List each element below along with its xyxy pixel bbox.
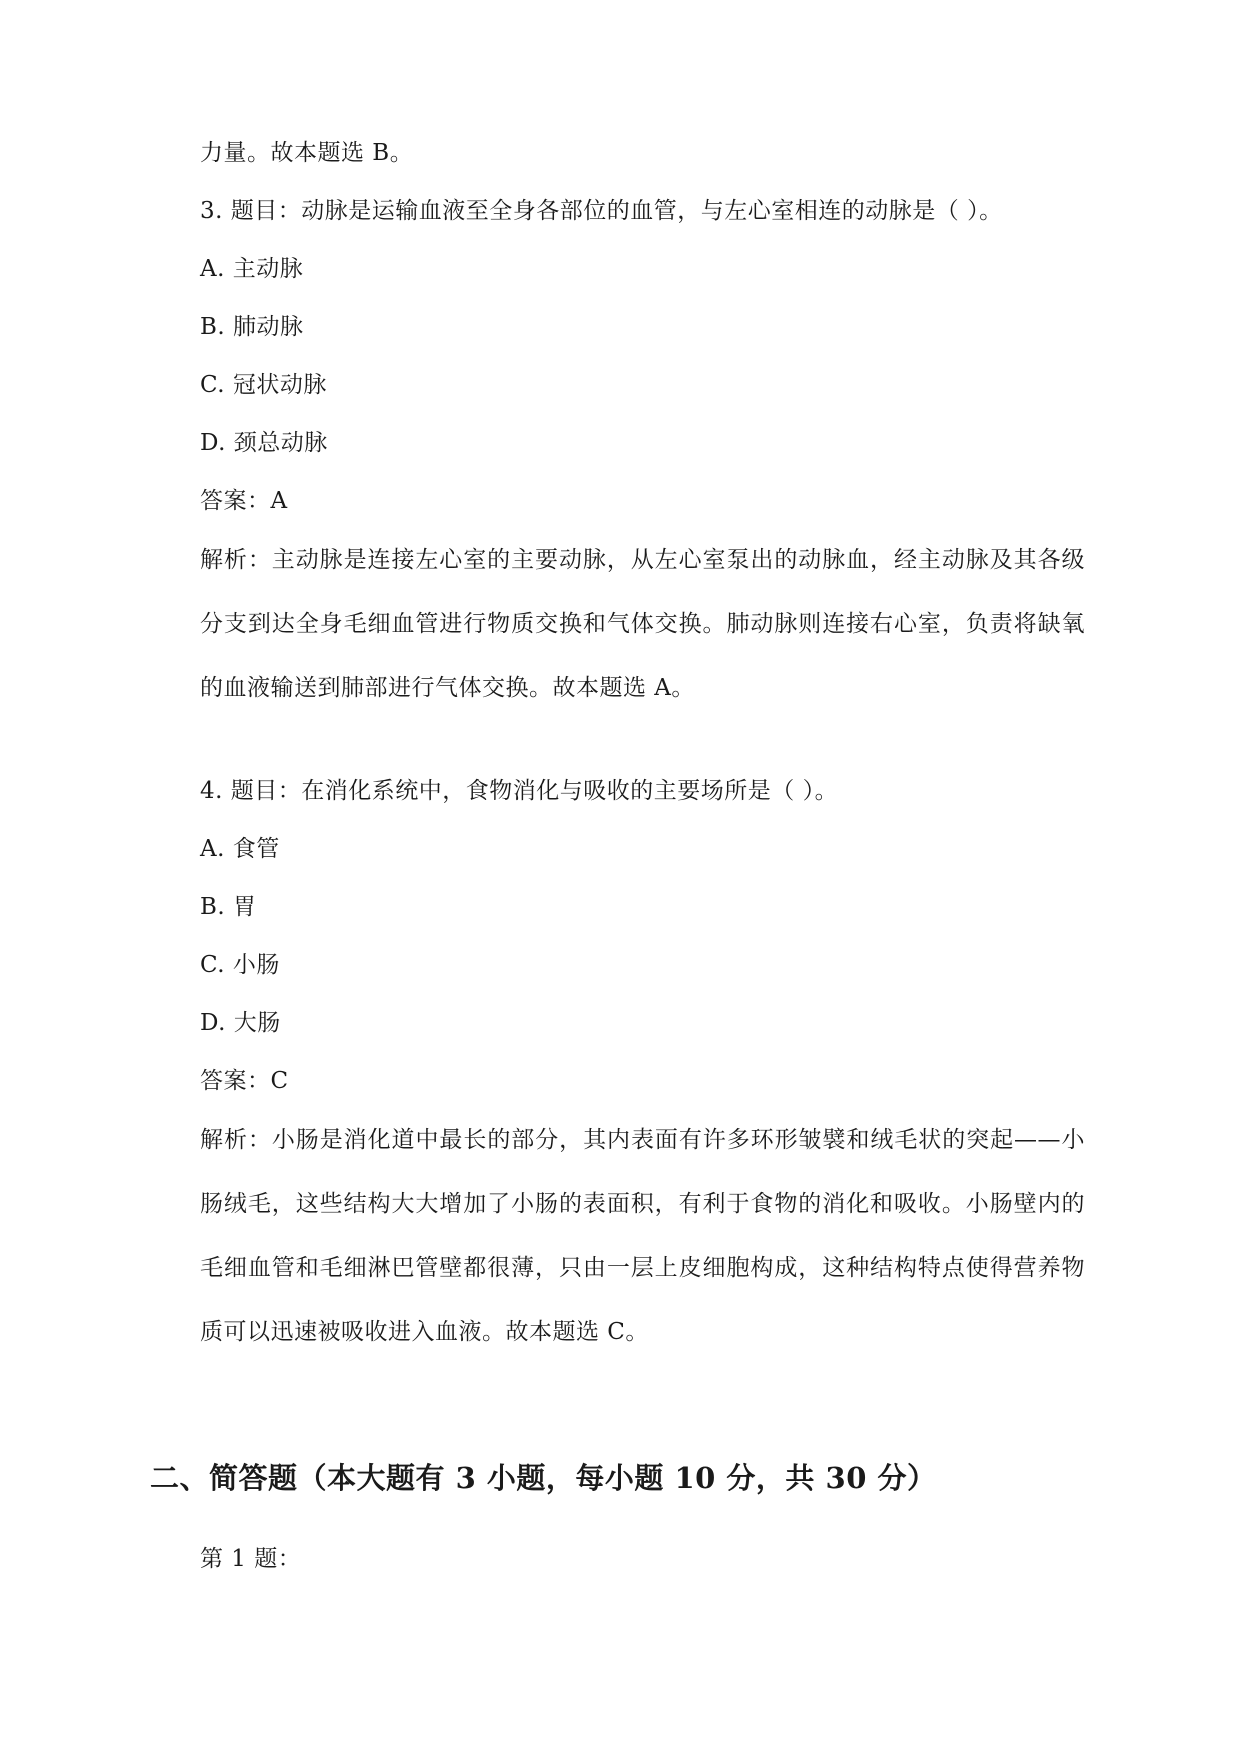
- carryover-text: 力量。故本题选 B。: [200, 140, 414, 166]
- q3-option-d: D. 颈总动脉: [200, 430, 328, 456]
- q3-analysis: 解析：主动脉是连接左心室的主要动脉，从左心室泵出的动脉血，经主动脉及其各级分支到达全身毛细血管进行物质交换和气体交换。肺动脉则连接右心室，负责将缺氧的血液输送到肺部进行气体交换。故本题选 A。: [200, 547, 1085, 701]
- section-heading: 二、简答题（本大题有 3 小题，每小题 10 分，共 30 分）: [150, 1461, 937, 1495]
- section-first-item: 第 1 题：: [200, 1546, 302, 1572]
- q3-stem: 3. 题目：动脉是运输血液至全身各部位的血管，与左心室相连的动脉是（ ）。: [200, 198, 1003, 224]
- q4-option-b: B. 胃: [200, 894, 257, 920]
- q3-option-a: A. 主动脉: [200, 256, 304, 282]
- q4-option-a: A. 食管: [200, 836, 280, 862]
- q4-analysis: 解析：小肠是消化道中最长的部分，其内表面有许多环形皱襞和绒毛状的突起——小肠绒毛，这些结构大大增加了小肠的表面积，有利于食物的消化和吸收。小肠壁内的毛细血管和毛细淋巴管壁都很薄，只由一层上皮细胞构成，这种结构特点使得营养物质可以迅速被吸收进入血液。故本题选 C。: [200, 1127, 1085, 1345]
- q4-option-c: C. 小肠: [200, 952, 280, 978]
- q4-option-d: D. 大肠: [200, 1010, 281, 1036]
- q4-answer: 答案：C: [200, 1068, 289, 1094]
- q3-option-b: B. 肺动脉: [200, 314, 304, 340]
- q3-answer: 答案：A: [200, 488, 288, 514]
- q3-option-c: C. 冠状动脉: [200, 372, 327, 398]
- q4-stem: 4. 题目：在消化系统中，食物消化与吸收的主要场所是（ ）。: [200, 778, 839, 804]
